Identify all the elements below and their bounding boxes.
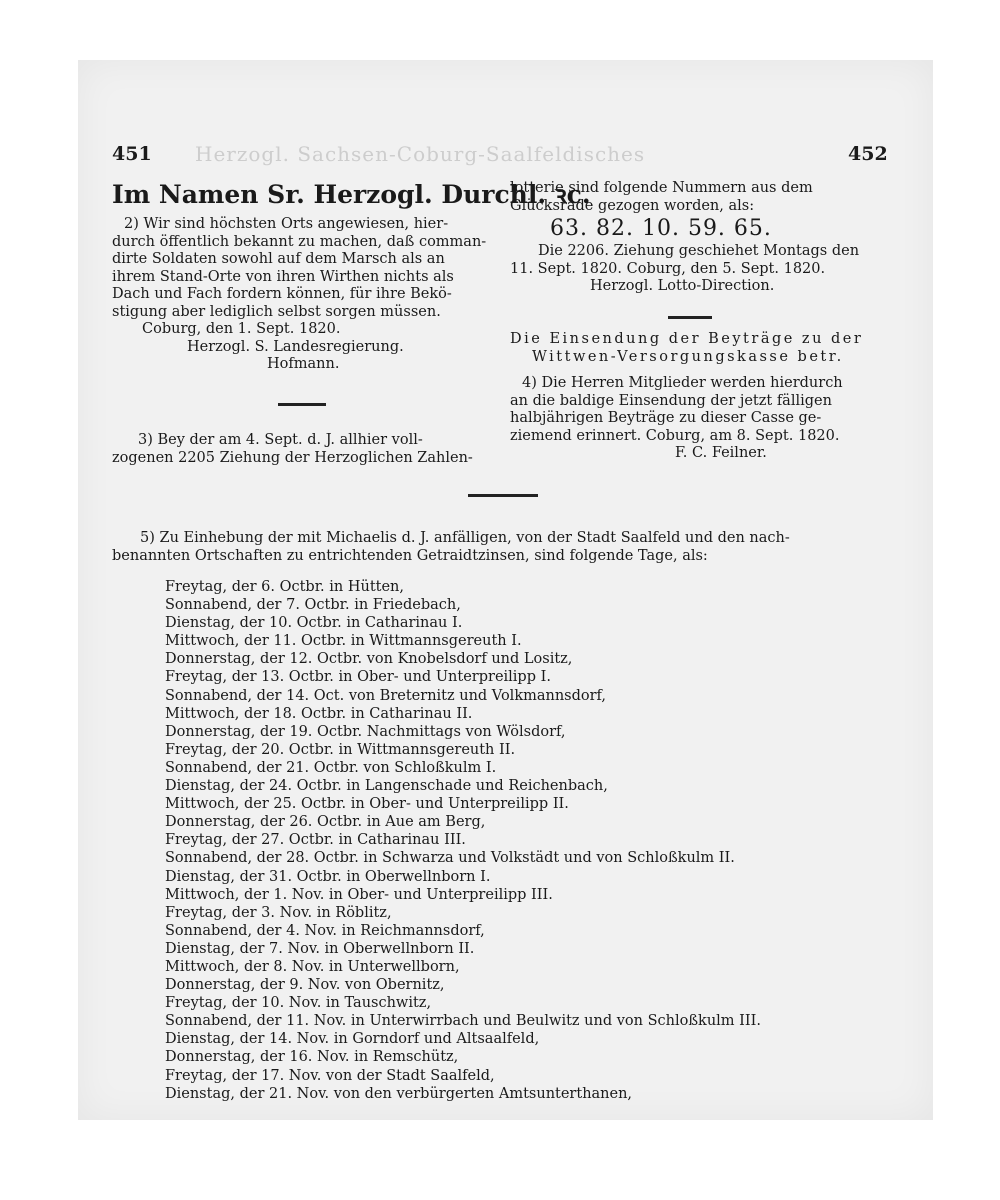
notice2-line: ihrem Stand-Orte von ihren Wirthen nichts als (112, 268, 454, 285)
notice4-line: an die baldige Einsendung der jetzt fälligen (510, 392, 832, 409)
lottery-followup-line: 11. Sept. 1820. Coburg, den 5. Sept. 1820. (510, 260, 826, 277)
schedule-item: Sonnabend, der 11. Nov. in Unterwirrbach und Beulwitz und von Schloßkulm III. (165, 1013, 761, 1030)
schedule-item: Dienstag, der 14. Nov. in Gorndorf und Altsaalfeld, (165, 1031, 540, 1048)
schedule-item: Freytag, der 20. Octbr. in Wittmannsgereuth II. (165, 741, 516, 758)
schedule-item: Sonnabend, der 21. Octbr. von Schloßkulm I. (165, 759, 497, 776)
left-page-number: 451 (112, 143, 152, 165)
notice3 (112, 432, 497, 467)
notice2-authority: Herzogl. S. Landesregierung. (187, 338, 404, 355)
schedule-item: Freytag, der 6. Octbr. in Hütten, (165, 579, 405, 595)
right-column (510, 180, 890, 296)
schedule-item: Sonnabend, der 14. Oct. von Breternitz und Volkmannsdorf, (165, 687, 607, 704)
schedule-item: Freytag, der 10. Nov. in Tauschwitz, (165, 995, 432, 1012)
schedule-item: Mittwoch, der 8. Nov. in Unterwellborn, (165, 958, 460, 975)
schedule-item: Dienstag, der 7. Nov. in Oberwellnborn II. (165, 940, 475, 957)
lottery-numbers: 63. 82. 10. 59. 65. (550, 216, 772, 241)
notice2-line: durch öffentlich bekannt zu machen, daß comman- (112, 233, 487, 250)
notice2-date: Coburg, den 1. Sept. 1820. (142, 321, 341, 337)
schedule-item: Donnerstag, der 26. Octbr. in Aue am Berg, (165, 814, 486, 831)
notice4-line: 4) Die Herren Mitglieder werden hierdurch (522, 375, 843, 391)
schedule-item: Dienstag, der 24. Octbr. in Langenschade und Reichenbach, (165, 778, 608, 795)
notice4-heading: Die Einsendung der Beyträge zu der (510, 331, 864, 347)
notice2-line: stigung aber lediglich selbst sorgen müssen. (112, 303, 441, 320)
section-divider (468, 494, 538, 497)
schedule-item: Dienstag, der 31. Octbr. in Oberwellnborn I. (165, 868, 491, 885)
schedule-item: Freytag, der 27. Octbr. in Catharinau III. (165, 832, 466, 849)
schedule-item: Freytag, der 17. Nov. von der Stadt Saalfeld, (165, 1067, 495, 1084)
schedule-item: Mittwoch, der 25. Octbr. in Ober- und Unterpreilipp II. (165, 796, 569, 813)
section-divider (668, 316, 712, 319)
notice4-line: ziemend erinnert. Coburg, am 8. Sept. 1820. (510, 427, 840, 444)
schedule-item: Sonnabend, der 7. Octbr. in Friedebach, (165, 597, 461, 614)
bleed-through-header: Herzogl. Sachsen-Coburg-Saalfeldisches (195, 142, 646, 166)
notice4 (510, 331, 890, 463)
schedule-item: Mittwoch, der 11. Octbr. in Wittmannsgereuth I. (165, 633, 522, 650)
right-page-number: 452 (848, 143, 888, 165)
schedule-item: Freytag, der 13. Octbr. in Ober- und Unterpreilipp I. (165, 669, 551, 686)
notice3-line: 3) Bey der am 4. Sept. d. J. allhier voll- (138, 432, 423, 448)
section-divider (278, 403, 326, 406)
notice2-signer: Hofmann. (267, 356, 340, 372)
notice2-line: Dach und Fach fordern können, für ihre Bekö- (112, 286, 452, 302)
schedule-item: Sonnabend, der 4. Nov. in Reichmannsdorf, (165, 922, 485, 939)
schedule-item: Donnerstag, der 19. Octbr. Nachmittags von Wölsdorf, (165, 723, 566, 740)
lottery-line: Glücksrade gezogen worden, als: (510, 197, 755, 214)
notice4-signer: F. C. Feilner. (675, 445, 767, 461)
schedule-item: Donnerstag, der 16. Nov. in Remschütz, (165, 1049, 459, 1066)
schedule-item: Dienstag, der 10. Octbr. in Catharinau I. (165, 615, 463, 632)
schedule-item: Sonnabend, der 28. Octbr. in Schwarza und Volkstädt und von Schloßkulm II. (165, 850, 735, 867)
collection-schedule (165, 578, 761, 1103)
notice5-intro (112, 530, 892, 565)
lottery-followup-line: Die 2206. Ziehung geschiehet Montags den (538, 243, 860, 259)
schedule-item: Mittwoch, der 1. Nov. in Ober- und Unterpreilipp III. (165, 886, 553, 903)
notice4-heading: Wittwen-Versorgungskasse betr. (532, 348, 844, 365)
notice3-line: zogenen 2205 Ziehung der Herzoglichen Zahlen- (112, 449, 473, 466)
lottery-line: lotterie sind folgende Nummern aus dem (510, 180, 813, 196)
schedule-item: Freytag, der 3. Nov. in Röblitz, (165, 904, 392, 921)
left-column (112, 180, 591, 374)
schedule-item: Dienstag, der 21. Nov. von den verbürgerten Amtsunterthanen, (165, 1085, 633, 1102)
schedule-item: Donnerstag, der 12. Octbr. von Knobelsdorf und Lositz, (165, 651, 573, 668)
notice2-line: dirte Soldaten sowohl auf dem Marsch als an (112, 251, 445, 267)
notice5-intro-line: 5) Zu Einhebung der mit Michaelis d. J. anfälligen, von der Stadt Saalfeld und den nach- (140, 530, 790, 546)
notice2-line: 2) Wir sind höchsten Orts angewiesen, hier- (124, 216, 449, 232)
heading-im-namen: Im Namen Sr. Herzogl. Durchl. ꝛc. (112, 180, 591, 209)
lottery-signer: Herzogl. Lotto-Direction. (590, 278, 775, 294)
notice4-line: halbjährigen Beyträge zu dieser Casse ge- (510, 410, 822, 426)
schedule-item: Mittwoch, der 18. Octbr. in Catharinau II. (165, 705, 473, 722)
schedule-item: Donnerstag, der 9. Nov. von Obernitz, (165, 977, 445, 994)
notice5-intro-line: benannten Ortschaften zu entrichtenden Getraidtzinsen, sind folgende Tage, als: (112, 547, 708, 564)
